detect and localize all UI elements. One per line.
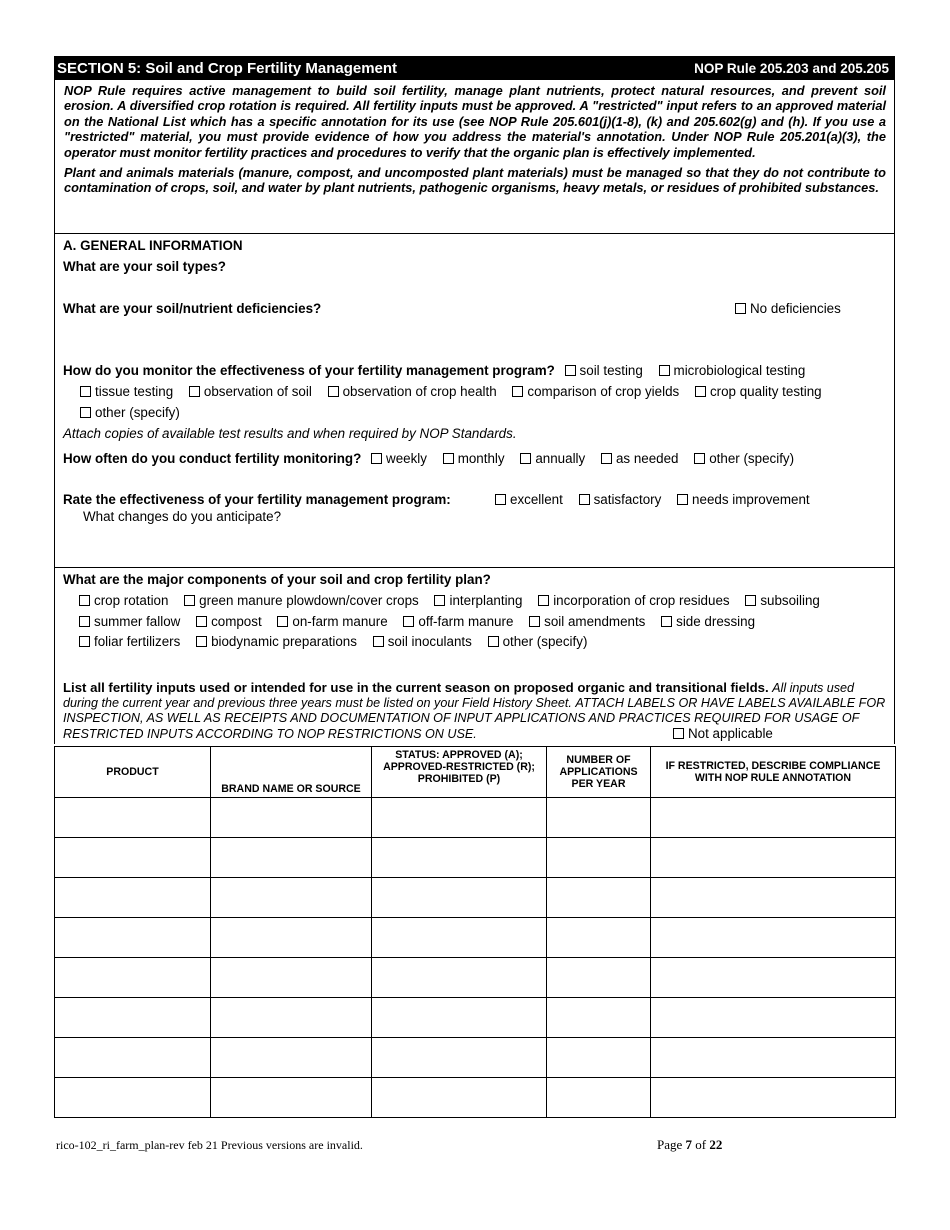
table-cell[interactable] <box>547 958 651 998</box>
needs-improvement-checkbox[interactable] <box>677 494 688 505</box>
weekly-checkbox[interactable] <box>371 453 382 464</box>
table-cell[interactable] <box>55 958 211 998</box>
table-row <box>55 918 896 958</box>
as-needed-option[interactable] <box>601 451 679 466</box>
attach-note: Attach copies of available test results and when required by NOP Standards. <box>63 426 517 441</box>
table-row <box>55 998 896 1038</box>
components-question: What are the major components of your soil and crop fertility plan? <box>63 572 491 587</box>
no-deficiencies-label: No deficiencies <box>750 301 841 316</box>
table-cell[interactable] <box>651 1078 896 1118</box>
not-applicable-checkbox[interactable] <box>673 728 684 739</box>
biodynamic-label: biodynamic preparations <box>211 634 357 649</box>
table-cell[interactable] <box>651 1038 896 1078</box>
table-cell[interactable] <box>651 998 896 1038</box>
table-cell[interactable] <box>211 958 372 998</box>
col-compliance: IF RESTRICTED, DESCRIBE COMPLIANCE WITH NOP RULE ANNOTATION <box>651 747 896 798</box>
table-cell[interactable] <box>372 878 547 918</box>
monitor-other-option[interactable] <box>80 405 180 420</box>
page-total: 22 <box>709 1137 723 1152</box>
crop-residues-checkbox[interactable] <box>538 595 549 606</box>
table-cell[interactable] <box>55 838 211 878</box>
table-cell[interactable] <box>651 958 896 998</box>
table-cell[interactable] <box>211 878 372 918</box>
intro-paragraph-2: Plant and animals materials (manure, compost, and uncomposted plant materials) must be managed so that they do not contribute to contamination of crops, soil, and water by plant nutrients, pathogenic organisms, heavy metals, or residues of prohibited substances. <box>64 165 886 196</box>
general-information-section <box>54 234 895 568</box>
weekly-option[interactable] <box>371 451 427 466</box>
biodynamic-checkbox[interactable] <box>196 636 207 647</box>
on-farm-manure-option[interactable] <box>277 614 387 629</box>
table-row <box>55 1078 896 1118</box>
table-row <box>55 1038 896 1078</box>
interplanting-label: interplanting <box>449 593 523 608</box>
soil-testing-checkbox[interactable] <box>565 365 576 376</box>
off-farm-manure-option[interactable] <box>403 614 513 629</box>
table-cell[interactable] <box>372 838 547 878</box>
page-number <box>657 1137 722 1153</box>
table-header-row <box>55 747 896 798</box>
subsoiling-label: subsoiling <box>760 593 820 608</box>
soil-types-question: What are your soil types? <box>63 259 226 274</box>
inputs-field-history-note: All inputs used during the current year and previous three years must be listed on your Field History Sheet. <box>63 681 855 711</box>
off-farm-manure-label: off-farm manure <box>418 614 514 629</box>
needs-improvement-option[interactable] <box>677 492 810 507</box>
col-product: PRODUCT <box>55 747 211 798</box>
soil-testing-option[interactable] <box>565 363 643 378</box>
col-status: STATUS: APPROVED (A); APPROVED-RESTRICTED (R); PROHIBITED (P) <box>372 747 547 798</box>
interplanting-checkbox[interactable] <box>434 595 445 606</box>
nop-rule-reference: NOP Rule 205.203 and 205.205 <box>694 60 889 76</box>
table-cell[interactable] <box>372 918 547 958</box>
table-cell[interactable] <box>372 958 547 998</box>
table-cell[interactable] <box>547 798 651 838</box>
interplanting-option[interactable] <box>434 593 522 608</box>
tissue-testing-label: tissue testing <box>95 384 174 399</box>
table-cell[interactable] <box>547 998 651 1038</box>
monitor-other-checkbox[interactable] <box>80 407 91 418</box>
inoculants-checkbox[interactable] <box>373 636 384 647</box>
soil-testing-label: soil testing <box>579 363 643 378</box>
table-cell[interactable] <box>547 838 651 878</box>
side-dressing-checkbox[interactable] <box>661 616 672 627</box>
fertility-components-section <box>54 568 895 744</box>
annually-checkbox[interactable] <box>520 453 531 464</box>
inoculants-label: soil inoculants <box>387 634 472 649</box>
excellent-checkbox[interactable] <box>495 494 506 505</box>
inoculants-option[interactable] <box>373 634 472 649</box>
crop-rotation-option[interactable] <box>79 593 168 608</box>
footer-revision-note: rico-102_ri_farm_plan-rev feb 21 Previous versions are invalid. <box>56 1138 363 1152</box>
observation-crop-label: observation of crop health <box>342 384 497 399</box>
table-cell[interactable] <box>372 1038 547 1078</box>
components-other-checkbox[interactable] <box>488 636 499 647</box>
as-needed-label: as needed <box>615 451 679 466</box>
table-cell[interactable] <box>55 1078 211 1118</box>
side-dressing-label: side dressing <box>676 614 756 629</box>
on-farm-manure-label: on-farm manure <box>292 614 388 629</box>
monthly-checkbox[interactable] <box>443 453 454 464</box>
crop-residues-label: incorporation of crop residues <box>553 593 730 608</box>
fertility-inputs-table <box>54 746 896 1118</box>
rate-question: Rate the effectiveness of your fertility management program: <box>63 492 451 507</box>
frequency-other-option[interactable] <box>694 451 794 466</box>
deficiencies-question: What are your soil/nutrient deficiencies? <box>63 301 322 316</box>
inputs-attach-labels-note: ATTACH LABELS OR HAVE LABELS AVAILABLE FOR INSPECTION, AS WELL AS RECEIPTS AND DOCUMENTATION OF INPUT APPLICATIONS AND PRACTICES REQUIRED FOR USAGE OF RESTRICTED INPUTS ACCORDING TO NOP RESTRICTIONS ON USE. <box>63 696 886 741</box>
monitor-other-label: other (specify) <box>95 405 180 420</box>
changes-question: What changes do you anticipate? <box>83 509 282 524</box>
microbiological-checkbox[interactable] <box>659 365 670 376</box>
table-row <box>55 958 896 998</box>
biodynamic-option[interactable] <box>196 634 357 649</box>
table-cell[interactable] <box>55 1038 211 1078</box>
table-cell[interactable] <box>547 918 651 958</box>
table-cell[interactable] <box>651 878 896 918</box>
observation-crop-option[interactable] <box>328 384 497 399</box>
table-row <box>55 878 896 918</box>
table-cell[interactable] <box>211 1038 372 1078</box>
satisfactory-label: satisfactory <box>593 492 662 507</box>
table-cell[interactable] <box>211 1078 372 1118</box>
weekly-label: weekly <box>386 451 427 466</box>
green-manure-option[interactable] <box>184 593 419 608</box>
components-other-option[interactable] <box>488 634 588 649</box>
not-applicable-option[interactable] <box>673 726 773 741</box>
subsoiling-option[interactable] <box>745 593 820 608</box>
monitor-question: How do you monitor the effectiveness of your fertility management program? <box>63 363 555 378</box>
foliar-label: foliar fertilizers <box>94 634 181 649</box>
summer-fallow-label: summer fallow <box>94 614 181 629</box>
section-5-form <box>54 56 895 744</box>
annually-label: annually <box>535 451 586 466</box>
comparison-yields-checkbox[interactable] <box>512 386 523 397</box>
table-cell[interactable] <box>547 1078 651 1118</box>
table-cell[interactable] <box>547 878 651 918</box>
excellent-label: excellent <box>510 492 563 507</box>
needs-improvement-label: needs improvement <box>692 492 810 507</box>
comparison-yields-label: comparison of crop yields <box>527 384 680 399</box>
page-of-label: of <box>695 1137 707 1152</box>
crop-rotation-checkbox[interactable] <box>79 595 90 606</box>
off-farm-manure-checkbox[interactable] <box>403 616 414 627</box>
compost-checkbox[interactable] <box>196 616 207 627</box>
microbiological-label: microbiological testing <box>673 363 806 378</box>
section-header <box>54 56 895 80</box>
summer-fallow-checkbox[interactable] <box>79 616 90 627</box>
comparison-yields-option[interactable] <box>512 384 679 399</box>
frequency-question: How often do you conduct fertility monitoring? <box>63 451 362 466</box>
no-deficiencies-option[interactable] <box>735 301 841 316</box>
observation-soil-option[interactable] <box>189 384 312 399</box>
table-cell[interactable] <box>55 998 211 1038</box>
table-cell[interactable] <box>651 918 896 958</box>
table-cell[interactable] <box>211 918 372 958</box>
crop-quality-label: crop quality testing <box>709 384 822 399</box>
frequency-other-checkbox[interactable] <box>694 453 705 464</box>
microbiological-option[interactable] <box>659 363 806 378</box>
intro-text <box>54 80 895 234</box>
table-cell[interactable] <box>211 998 372 1038</box>
page-current: 7 <box>685 1137 693 1152</box>
soil-amendments-label: soil amendments <box>544 614 646 629</box>
compost-label: compost <box>211 614 262 629</box>
observation-crop-checkbox[interactable] <box>328 386 339 397</box>
table-cell[interactable] <box>372 798 547 838</box>
foliar-option[interactable] <box>79 634 180 649</box>
col-brand-source: BRAND NAME OR SOURCE <box>211 747 372 798</box>
inputs-lead: List all fertility inputs used or intended for use in the current season on proposed organic and transitional fields. <box>63 680 769 695</box>
table-cell[interactable] <box>211 838 372 878</box>
crop-rotation-label: crop rotation <box>94 593 169 608</box>
observation-soil-label: observation of soil <box>203 384 312 399</box>
green-manure-checkbox[interactable] <box>184 595 195 606</box>
monthly-option[interactable] <box>443 451 505 466</box>
soil-amendments-option[interactable] <box>529 614 645 629</box>
no-deficiencies-checkbox[interactable] <box>735 303 746 314</box>
intro-paragraph-1: NOP Rule requires active management to build soil fertility, manage plant nutrients, protect natural resources, and prevent soil erosion. A diversified crop rotation is required. All fertility inputs must be approved. A "restricted" input refers to an approved material on the National List which has a specific annotation for its use (see NOP Rule 205.601(j)(1-8), (k) and 205.602(g) and (h). If you use a "restricted" material, you must provide evidence of how you address the material's annotation. Under NOP Rule 205.201(a)(3), the operator must monitor fertility practices and procedures to verify that the organic plan is effectively implemented. <box>64 83 886 160</box>
not-applicable-label: Not applicable <box>688 726 773 741</box>
tissue-testing-option[interactable] <box>80 384 173 399</box>
crop-quality-checkbox[interactable] <box>695 386 706 397</box>
crop-residues-option[interactable] <box>538 593 729 608</box>
table-cell[interactable] <box>651 838 896 878</box>
table-row <box>55 798 896 838</box>
table-cell[interactable] <box>372 998 547 1038</box>
table-cell[interactable] <box>211 798 372 838</box>
section-title: SECTION 5: Soil and Crop Fertility Management <box>57 59 398 77</box>
components-other-label: other (specify) <box>502 634 588 649</box>
annually-option[interactable] <box>520 451 585 466</box>
table-cell[interactable] <box>651 798 896 838</box>
side-dressing-option[interactable] <box>661 614 755 629</box>
frequency-other-label: other (specify) <box>709 451 795 466</box>
satisfactory-checkbox[interactable] <box>579 494 590 505</box>
green-manure-label: green manure plowdown/cover crops <box>199 593 419 608</box>
monthly-label: monthly <box>457 451 505 466</box>
observation-soil-checkbox[interactable] <box>189 386 200 397</box>
excellent-option[interactable] <box>495 492 563 507</box>
table-cell[interactable] <box>372 1078 547 1118</box>
satisfactory-option[interactable] <box>579 492 662 507</box>
compost-option[interactable] <box>196 614 262 629</box>
soil-amendments-checkbox[interactable] <box>529 616 540 627</box>
table-cell[interactable] <box>547 1038 651 1078</box>
as-needed-checkbox[interactable] <box>601 453 612 464</box>
tissue-testing-checkbox[interactable] <box>80 386 91 397</box>
subsoiling-checkbox[interactable] <box>745 595 756 606</box>
summer-fallow-option[interactable] <box>79 614 180 629</box>
table-cell[interactable] <box>55 878 211 918</box>
general-heading: A. GENERAL INFORMATION <box>63 238 243 253</box>
page-label: Page <box>657 1137 683 1152</box>
crop-quality-option[interactable] <box>695 384 822 399</box>
col-applications: NUMBER OF APPLICATIONS PER YEAR <box>547 747 651 798</box>
table-cell[interactable] <box>55 918 211 958</box>
table-cell[interactable] <box>55 798 211 838</box>
foliar-checkbox[interactable] <box>79 636 90 647</box>
table-row <box>55 838 896 878</box>
on-farm-manure-checkbox[interactable] <box>277 616 288 627</box>
